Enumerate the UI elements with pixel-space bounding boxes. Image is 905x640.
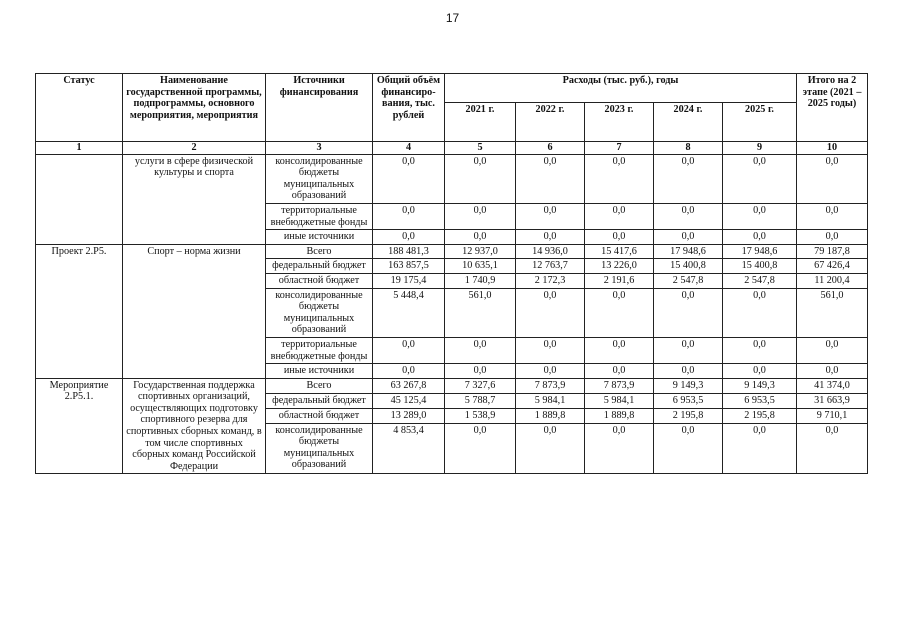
column-number: 6 xyxy=(516,142,585,155)
row-value: 2 547,8 xyxy=(654,273,723,288)
row-value: 0,0 xyxy=(723,423,797,474)
row-value: 0,0 xyxy=(373,154,445,203)
row-value: 2 172,3 xyxy=(516,273,585,288)
row-value: 0,0 xyxy=(373,203,445,229)
row-value: 67 426,4 xyxy=(797,259,868,274)
column-number: 5 xyxy=(445,142,516,155)
table-row xyxy=(36,154,868,203)
row-status xyxy=(36,154,123,244)
row-value: 6 953,5 xyxy=(723,393,797,408)
row-value: 4 853,4 xyxy=(373,423,445,474)
row-value: 14 936,0 xyxy=(516,244,585,259)
header-name: Наименование государственной программы, подпрограммы, основного мероприятия, мероприятия xyxy=(123,74,266,142)
row-value: 13 289,0 xyxy=(373,408,445,423)
row-value: 7 327,6 xyxy=(445,378,516,393)
row-value: 9 149,3 xyxy=(723,378,797,393)
row-value: 41 374,0 xyxy=(797,378,868,393)
row-source: консолидированные бюджеты муниципальных образований xyxy=(266,154,373,203)
row-value: 31 663,9 xyxy=(797,393,868,408)
row-value: 188 481,3 xyxy=(373,244,445,259)
column-number: 9 xyxy=(723,142,797,155)
row-source: консолидированные бюджеты муниципальных образований xyxy=(266,288,373,337)
row-source: областной бюджет xyxy=(266,408,373,423)
header-year: 2021 г. xyxy=(445,103,516,142)
row-value: 2 191,6 xyxy=(585,273,654,288)
row-value: 2 547,8 xyxy=(723,273,797,288)
row-value: 0,0 xyxy=(723,154,797,203)
row-value: 0,0 xyxy=(723,364,797,379)
row-name: услуги в сфере физической культуры и спорта xyxy=(123,154,266,244)
row-value: 0,0 xyxy=(445,337,516,363)
row-value: 5 984,1 xyxy=(516,393,585,408)
row-value: 17 948,6 xyxy=(723,244,797,259)
header-expenses: Расходы (тыс. руб.), годы xyxy=(445,74,797,103)
row-source: областной бюджет xyxy=(266,273,373,288)
table-row xyxy=(36,244,868,259)
row-value: 0,0 xyxy=(445,230,516,245)
budget-table xyxy=(35,73,868,474)
header-year: 2025 г. xyxy=(723,103,797,142)
row-value: 5 448,4 xyxy=(373,288,445,337)
row-value: 0,0 xyxy=(585,288,654,337)
row-value: 63 267,8 xyxy=(373,378,445,393)
column-number: 8 xyxy=(654,142,723,155)
row-value: 0,0 xyxy=(797,364,868,379)
row-value: 7 873,9 xyxy=(585,378,654,393)
row-status: Мероприятие 2.Р5.1. xyxy=(36,378,123,474)
row-value: 0,0 xyxy=(445,203,516,229)
row-source: федеральный бюджет xyxy=(266,259,373,274)
header-sources: Источники финансирования xyxy=(266,74,373,142)
row-value: 0,0 xyxy=(797,203,868,229)
table-row xyxy=(36,378,868,393)
row-value: 10 635,1 xyxy=(445,259,516,274)
row-value: 0,0 xyxy=(654,337,723,363)
row-value: 45 125,4 xyxy=(373,393,445,408)
row-value: 0,0 xyxy=(585,230,654,245)
header-year: 2024 г. xyxy=(654,103,723,142)
column-number: 3 xyxy=(266,142,373,155)
row-value: 0,0 xyxy=(797,154,868,203)
row-source: иные источники xyxy=(266,230,373,245)
column-number: 7 xyxy=(585,142,654,155)
header-status: Статус xyxy=(36,74,123,142)
row-value: 17 948,6 xyxy=(654,244,723,259)
row-value: 11 200,4 xyxy=(797,273,868,288)
row-value: 2 195,8 xyxy=(654,408,723,423)
row-value: 15 417,6 xyxy=(585,244,654,259)
row-source: Всего xyxy=(266,244,373,259)
row-value: 561,0 xyxy=(797,288,868,337)
row-value: 0,0 xyxy=(516,288,585,337)
row-value: 0,0 xyxy=(654,154,723,203)
row-value: 15 400,8 xyxy=(654,259,723,274)
row-value: 1 889,8 xyxy=(585,408,654,423)
row-status: Проект 2.Р5. xyxy=(36,244,123,378)
row-value: 0,0 xyxy=(516,154,585,203)
row-value: 0,0 xyxy=(516,364,585,379)
row-value: 15 400,8 xyxy=(723,259,797,274)
row-value: 19 175,4 xyxy=(373,273,445,288)
row-value: 0,0 xyxy=(654,203,723,229)
row-value: 0,0 xyxy=(445,154,516,203)
row-value: 0,0 xyxy=(654,364,723,379)
row-value: 0,0 xyxy=(585,203,654,229)
row-value: 0,0 xyxy=(516,423,585,474)
row-value: 0,0 xyxy=(445,364,516,379)
column-numbers-row xyxy=(36,142,868,155)
row-value: 0,0 xyxy=(516,203,585,229)
row-value: 163 857,5 xyxy=(373,259,445,274)
column-number: 1 xyxy=(36,142,123,155)
row-value: 0,0 xyxy=(723,203,797,229)
header-row xyxy=(36,74,868,103)
row-value: 9 710,1 xyxy=(797,408,868,423)
row-value: 0,0 xyxy=(797,423,868,474)
column-number: 4 xyxy=(373,142,445,155)
row-value: 7 873,9 xyxy=(516,378,585,393)
row-source: иные источники xyxy=(266,364,373,379)
row-value: 0,0 xyxy=(373,230,445,245)
row-source: федеральный бюджет xyxy=(266,393,373,408)
row-value: 6 953,5 xyxy=(654,393,723,408)
row-value: 0,0 xyxy=(654,423,723,474)
page-number: 17 xyxy=(445,11,460,25)
row-name: Спорт – норма жизни xyxy=(123,244,266,378)
row-value: 1 538,9 xyxy=(445,408,516,423)
column-number: 10 xyxy=(797,142,868,155)
row-value: 0,0 xyxy=(373,364,445,379)
row-value: 79 187,8 xyxy=(797,244,868,259)
row-value: 0,0 xyxy=(797,337,868,363)
row-value: 12 763,7 xyxy=(516,259,585,274)
row-source: территориальные внебюджетные фонды xyxy=(266,337,373,363)
row-value: 0,0 xyxy=(445,423,516,474)
row-value: 1 889,8 xyxy=(516,408,585,423)
header-stage-total: Итого на 2 этапе (2021 – 2025 годы) xyxy=(797,74,868,142)
column-number: 2 xyxy=(123,142,266,155)
header-total: Общий объём финансиро-вания, тыс. рублей xyxy=(373,74,445,142)
header-year: 2023 г. xyxy=(585,103,654,142)
row-value: 9 149,3 xyxy=(654,378,723,393)
row-value: 13 226,0 xyxy=(585,259,654,274)
row-value: 0,0 xyxy=(585,154,654,203)
row-value: 0,0 xyxy=(654,288,723,337)
row-value: 0,0 xyxy=(723,230,797,245)
row-value: 1 740,9 xyxy=(445,273,516,288)
row-value: 0,0 xyxy=(654,230,723,245)
row-value: 12 937,0 xyxy=(445,244,516,259)
row-value: 0,0 xyxy=(585,423,654,474)
row-value: 561,0 xyxy=(445,288,516,337)
row-value: 0,0 xyxy=(516,230,585,245)
row-source: Всего xyxy=(266,378,373,393)
row-value: 0,0 xyxy=(585,337,654,363)
row-value: 0,0 xyxy=(516,337,585,363)
row-value: 0,0 xyxy=(585,364,654,379)
header-year: 2022 г. xyxy=(516,103,585,142)
row-value: 5 788,7 xyxy=(445,393,516,408)
row-value: 0,0 xyxy=(723,337,797,363)
row-value: 2 195,8 xyxy=(723,408,797,423)
row-source: консолидированные бюджеты муниципальных образований xyxy=(266,423,373,474)
row-value: 5 984,1 xyxy=(585,393,654,408)
row-value: 0,0 xyxy=(797,230,868,245)
row-value: 0,0 xyxy=(723,288,797,337)
row-source: территориальные внебюджетные фонды xyxy=(266,203,373,229)
row-value: 0,0 xyxy=(373,337,445,363)
row-name: Государственная поддержка спортивных организаций, осуществляющих подготовку спортивного резерва для спортивных сборных команд, в том числе спортивных сборных команд Российской Федерации xyxy=(123,378,266,474)
